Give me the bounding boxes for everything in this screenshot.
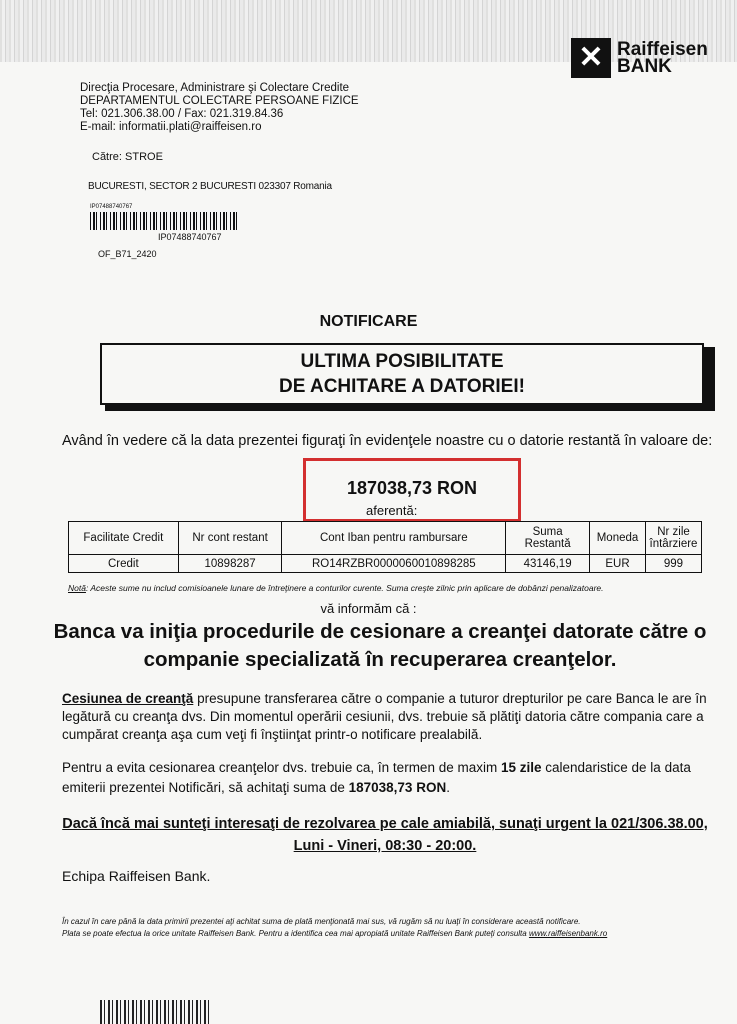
sender-block: [80, 82, 359, 134]
header-days-late: Nr zile întârziere: [645, 522, 701, 555]
assignment-text: presupune transferarea către o companie a tuturor drepturilor pe care Banca le are în legătură cu creanţa dvs. Din momentul operării cesiunii, dvs. trebuie să plătiţi datoria către compania care a cumpărat creanţa aşa cum veţi fi înştiinţat printr-o notificare prealabilă.: [62, 691, 707, 742]
barcode-code: IP07488740767: [90, 204, 133, 210]
barcode-icon: [90, 212, 240, 230]
cell-days-late: 999: [645, 555, 701, 573]
cell-currency: EUR: [590, 555, 646, 573]
last-chance-line2: DE ACHITARE A DATORIEI!: [279, 376, 525, 397]
cta-line1: Dacă încă mai sunteţi interesaţi de rezolvarea pe cale amiabilă, sunaţi urgent la 021/306.38.00,: [62, 816, 708, 832]
cell-iban: RO14RZBR0000060010898285: [282, 555, 506, 573]
header-account-number: Nr cont restant: [178, 522, 282, 555]
call-to-action: [40, 813, 730, 857]
footer-line1: În cazul în care până la data primirii prezentei aţi achitat suma de plată menţionată mai sus, vă rugăm să nu luaţi în considerare această notificare.: [62, 917, 581, 926]
signoff: Echipa Raiffeisen Bank.: [62, 868, 211, 884]
note-label: Notă: [68, 583, 86, 593]
debt-table: [68, 521, 702, 573]
debt-amount: 187038,73 RON: [346, 478, 478, 498]
debt-table-header: [69, 522, 702, 555]
brand-line1: Raiffeisen: [617, 39, 708, 60]
header-credit-facility: Facilitate Credit: [69, 522, 179, 555]
assignment-explanation: [62, 690, 732, 744]
sender-email: E-mail: informatii.plati@raiffeisen.ro: [80, 121, 262, 133]
sender-division: Direcţia Procesare, Administrare şi Colectare Credite: [80, 82, 350, 94]
barcode-number: IP07488740767: [158, 232, 222, 242]
cell-overdue-amount: 43146,19: [506, 555, 590, 573]
last-chance-box: [100, 343, 716, 413]
deadline-amount: 187038,73 RON: [348, 780, 447, 795]
raiffeisen-cross-logo-icon: ✕: [571, 38, 611, 78]
footer-line2: Plata se poate efectua la orice unitate Raiffeisen Bank. Pentru a identifica cea mai apropiată unitate Raiffeisen Bank puteţi consulta www.raiffeisenbank.ro: [62, 929, 608, 938]
last-chance-line1: ULTIMA POSIBILITATE: [300, 351, 504, 372]
document-reference: OF_B71_2420: [98, 249, 157, 259]
header-currency: Moneda: [590, 522, 646, 555]
recipient-name: Către: STROE: [92, 151, 163, 163]
cell-account-number: 10898287: [178, 555, 282, 573]
assignment-term: Cesiunea de creanţă: [62, 691, 194, 706]
footer-note: [62, 916, 722, 940]
sender-phone: Tel: 021.306.38.00 / Fax: 021.319.84.36: [80, 108, 284, 120]
inform-line: vă informăm că :: [320, 601, 417, 616]
cell-credit-facility: Credit: [69, 555, 179, 573]
sender-department: DEPARTAMENTUL COLECTARE PERSOANE FIZICE: [80, 95, 359, 107]
aferenta-label: aferentă:: [366, 503, 418, 518]
recipient-address: BUCURESTI, SECTOR 2 BUCURESTI 023307 Romania: [88, 181, 332, 192]
scan-artifact-bottom: [100, 1000, 210, 1024]
brand-logo: [571, 38, 708, 78]
note-text: : Aceste sume nu includ comisioanele lunare de întreţinere a conturilor curente. Suma creşte zilnic prin aplicare de dobânzi penalizatoare.: [85, 583, 604, 593]
debt-intro: Având în vedere că la data prezentei figuraţi în evidenţele noastre cu o datorie restantă în valoare de:: [62, 433, 713, 449]
header-overdue-amount: Suma Restantă: [506, 522, 590, 555]
brand-name: [617, 41, 708, 75]
brand-line2: BANK: [617, 56, 672, 77]
deadline-days: 15 zile: [500, 760, 542, 775]
assignment-headline: Banca va iniţia procedurile de cesionare a creanţei datorate către o companie specializată în recuperarea creanţelor.: [53, 620, 707, 671]
table-row: [69, 555, 702, 573]
website-link[interactable]: www.raiffeisenbank.ro: [528, 929, 608, 938]
cta-line2: Luni - Vineri, 08:30 - 20:00.: [293, 838, 477, 854]
notice-title: NOTIFICARE: [319, 313, 418, 330]
table-note: [68, 583, 604, 593]
payment-deadline-paragraph: Pentru a evita cesionarea creanţelor dvs. trebuie ca, în termen de maxim 15 zile calendaristice de la data emiterii prezentei Notificări, să achitaţi suma de 187038,73 RON.: [62, 760, 691, 795]
header-iban: Cont Iban pentru rambursare: [282, 522, 506, 555]
